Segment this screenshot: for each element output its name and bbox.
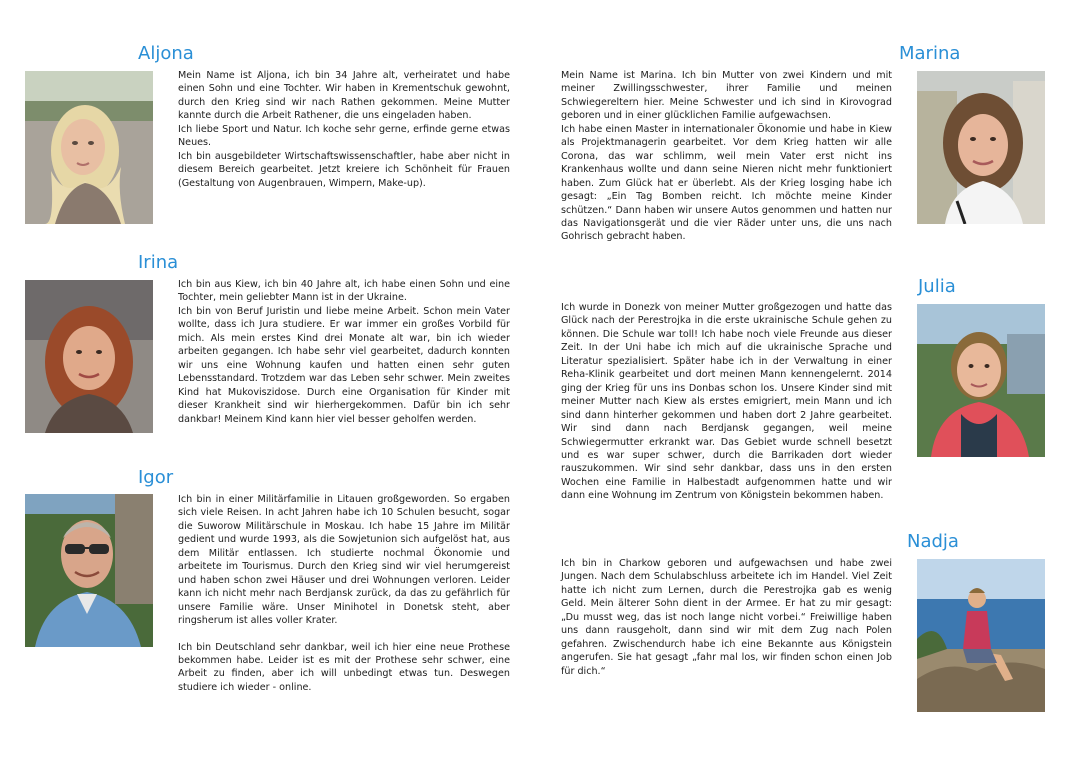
name-marina: Marina — [899, 43, 961, 64]
bio-igor-paragraph-1: Ich bin in einer Militärfamilie in Litauen großgeworden. So ergaben sich viele Reisen. In acht Jahren habe ich 10 Schulen besucht, sogar die Suworow Militärschule in Moskau. Ich habe 15 Jahre im Militär gedient und wurde 1993, als die Sowjetunion sich aufgelöst hat, aus dem Militär entlassen. Ich studierte nochmal Ökonomie und arbeitete im Tourismus. Durch den Krieg sind wir viel herumgereist und haben schon zwei Häuser und drei Wohnungen verloren. Leider kann ich nicht mehr nach Berdjansk zurück, da das zu gefährlich für unsere Familie wäre. Unser Minihotel in Donetsk steht, aber ringsherum ist alles voller Krater. — [178, 494, 510, 627]
bio-igor-paragraph-2: Ich bin Deutschland sehr dankbar, weil ich hier eine neue Prothese bekommen habe. Leider ist es mit der Prothese sehr schwer, eine Arbeit zu finden, aber ich will unbedingt etwas tun. Deswegen studiere ich wieder - online. — [178, 641, 510, 693]
bio-marina-paragraph-2: Ich habe einen Master in internationaler Ökonomie und habe in Kiew als Projektmanagerin gearbeitet. Vor dem Krieg hatten wir alle Corona, das war schlimm, weil mein Vater erst nicht ins Krankenhaus wollte und dann seine Nieren nicht mehr funktioniert haben. Zum Glück hat er überlebt. Als der Krieg losging habe ich gesagt: „Ein Tag Bomben reicht. Ich möchte meine Kinder schützen.“ Dann haben wir unsere Autos genommen und hatten nur das Navigationsgerät und die vier Räder unter uns, die uns nach Gohrisch gebracht haben. — [561, 123, 892, 243]
bio-julia — [561, 301, 892, 503]
bio-julia-paragraph-1: Ich wurde in Donezk von meiner Mutter großgezogen und hatte das Glück nach der Perestrojka in die erste ukrainische Schule gehen zu können. Die Schule war toll! Ich habe noch viele Freunde aus dieser Zeit. In der Uni habe ich mich auf die ukrainische Sprache und Literatur spezialisiert. Später habe ich in der Verwaltung in einer Reha-Klinik gearbeitet und dort meinen Mann kennengelernt. 2014 ging der Krieg für uns ins Donbas schon los. Unsere Kinder sind mit meiner Mutter nach Kiew als erstes emigriert, mein Mann und ich sind dann hinterher gekommen und haben dort 2 Jahre gearbeitet. Wir sind dann nach Berdjansk gegangen, weil meine Schwiegermutter erkrankt war. Das Gebiet wurde schnell besetzt und es war super schwer, durch die Barrikaden dort wieder rauszukommen. Wir sind sehr dankbar, dass uns in den ersten Wochen eine Familie in Halbestadt aufgenommen hatte und wir dann eine Wohnung im Zentrum von Königstein bekommen haben. — [561, 302, 892, 502]
photo-nadja — [917, 559, 1045, 712]
portrait-man-sunglasses-icon — [25, 494, 153, 647]
photo-aljona — [25, 71, 153, 224]
portrait-blonde-woman-icon — [25, 71, 153, 224]
bio-igor — [178, 493, 510, 694]
bio-marina-paragraph-1: Mein Name ist Marina. Ich bin Mutter von zwei Kindern und mit meiner Zwillingsschwester, ihrer Familie und meinen Schwiegereltern hier. Meine Schwester und ich sind in Kirovograd geboren und in einer glücklichen Familie aufgewachsen. — [561, 70, 892, 122]
photo-julia — [917, 304, 1045, 457]
name-igor: Igor — [138, 467, 174, 488]
bio-aljona-paragraph-2: Ich liebe Sport und Natur. Ich koche sehr gerne, erfinde gerne etwas Neues. — [178, 123, 510, 149]
bio-nadja-paragraph-1: Ich bin in Charkow geboren und aufgewachsen und habe zwei Jungen. Nach dem Schulabschluss arbeitete ich im Handel. Viel Zeit hatte ich nicht zum Lernen, durch die Perestrojka gab es wenig Geld. Mein älterer Sohn dient in der Armee. Er hat zu mir gesagt: „Du musst weg, das ist noch lange nicht vorbei.“ Freiwillige haben uns dann rausgeholt, dann sind wir mit dem Zug nach Polen gefahren. Zwischendurch habe ich eine Bekannte aus Königstein angerufen. Sie hat gesagt „fahr mal los, wir finden schon einen Job für dich.“ — [561, 558, 892, 677]
bio-marina — [561, 69, 892, 244]
bio-aljona-paragraph-3: Ich bin ausgebildeter Wirtschaftswissenschaftler, habe aber nicht in diesem Bereich gearbeitet. Jetzt kreiere ich Schönheit für Frauen (Gestaltung von Augenbrauen, Wimpern, Make-up). — [178, 150, 510, 189]
name-nadja: Nadja — [907, 531, 959, 552]
bio-aljona — [178, 69, 510, 190]
portrait-woman-outdoor-icon — [917, 304, 1045, 457]
name-aljona: Aljona — [138, 43, 194, 64]
portrait-woman-seaside-icon — [917, 559, 1045, 712]
bio-aljona-paragraph-1: Mein Name ist Aljona, ich bin 34 Jahre alt, verheiratet und habe einen Sohn und eine Tochter. Wir haben in Krementschuk gewohnt, durch den Krieg sind wir nach Rathen gekommen. Meine Mutter kannte durch die Arbeit Rathener, die uns eingeladen haben. — [178, 70, 510, 122]
portrait-woman-brown-hair-icon — [917, 71, 1045, 224]
name-julia: Julia — [918, 276, 956, 297]
bio-irina — [178, 278, 510, 426]
bio-irina-paragraph-1: Ich bin aus Kiew, ich bin 40 Jahre alt, ich habe einen Sohn und eine Tochter, mein geliebter Mann ist in der Ukraine. — [178, 279, 510, 304]
portrait-red-haired-woman-icon — [25, 280, 153, 433]
photo-irina — [25, 280, 153, 433]
bio-nadja — [561, 557, 892, 678]
bio-irina-paragraph-2: Ich bin von Beruf Juristin und liebe meine Arbeit. Schon mein Vater wollte, dass ich Jura studiere. Er war immer ein großes Vorbild für mich. Als mein erstes Kind drei Monate alt war, bin ich wieder arbeiten gegangen. Ich habe sehr viel gearbeitet, dadurch konnten wir uns eine Wohnung kaufen und hatten einen sehr guten Lebensstandard. Trotzdem war das Leben sehr schwer. Mein zweites Kind hat Mukoviszidose. Durch eine Organisation für Kinder mit dieser Krankheit sind wir hierhergekommen. Dafür bin ich sehr dankbar! Meinem Kind kann hier viel besser geholfen werden. — [178, 305, 510, 425]
name-irina: Irina — [138, 252, 179, 273]
photo-marina — [917, 71, 1045, 224]
photo-igor — [25, 494, 153, 647]
